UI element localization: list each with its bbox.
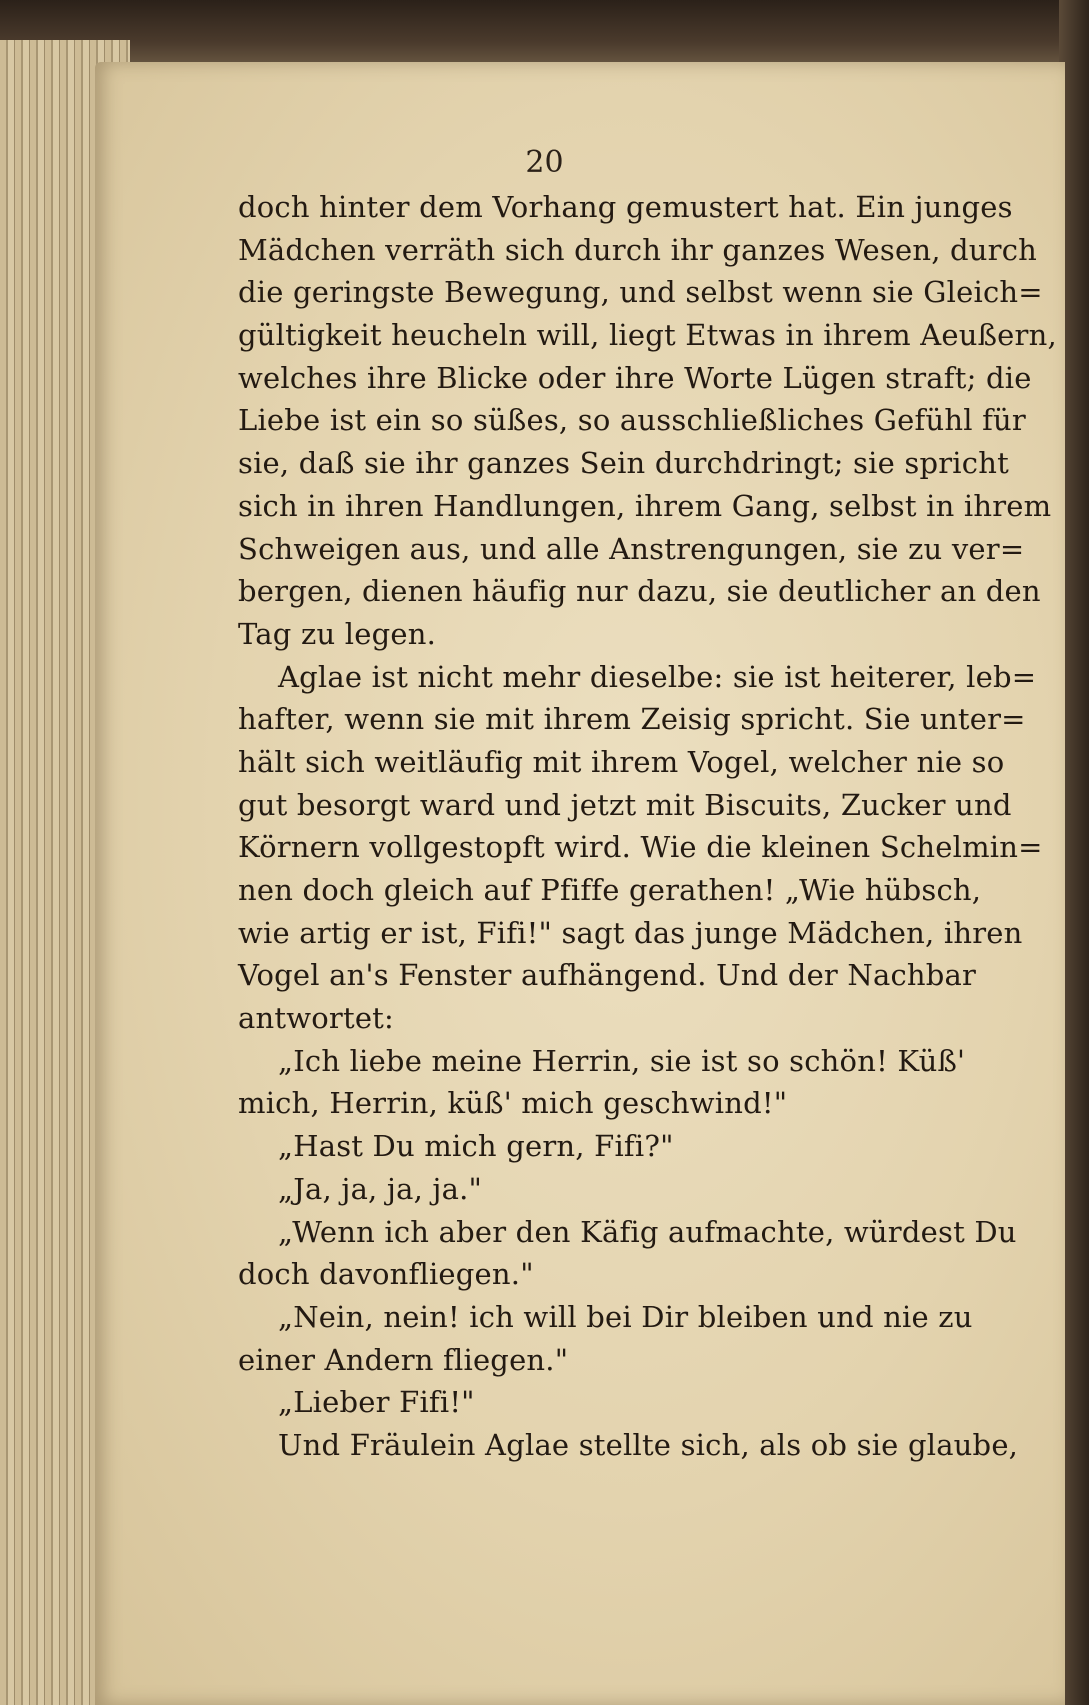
text-line: „Ich liebe meine Herrin, sie ist so schön! Küß' bbox=[278, 1043, 966, 1078]
text-line: Tag zu legen. bbox=[238, 616, 436, 651]
text-line: Körnern vollgestopft wird. Wie die kleinen Schelmin= bbox=[238, 830, 1043, 865]
text-line: gut besorgt ward und jetzt mit Biscuits, Zucker und bbox=[238, 787, 1012, 822]
text-line: Aglae ist nicht mehr dieselbe: sie ist heiterer, leb= bbox=[278, 659, 1037, 694]
text-line: „Hast Du mich gern, Fifi?" bbox=[278, 1129, 674, 1164]
text-line: doch hinter dem Vorhang gemustert hat. Ein junges bbox=[238, 190, 1013, 224]
text-line: einer Andern fliegen." bbox=[238, 1342, 569, 1377]
text-line: mich, Herrin, küß' mich geschwind!" bbox=[238, 1086, 788, 1121]
text-line: hafter, wenn sie mit ihrem Zeisig spricht. Sie unter= bbox=[238, 702, 1026, 737]
book-cover-edge bbox=[0, 0, 1089, 70]
text-line: welches ihre Blicke oder ihre Worte Lügen straft; die bbox=[238, 360, 1032, 395]
text-line: Vogel an's Fenster aufhängend. Und der Nachbar bbox=[238, 958, 977, 993]
page-text bbox=[238, 186, 1057, 1467]
text-line: bergen, dienen häufig nur dazu, sie deutlicher an den bbox=[238, 574, 1041, 609]
text-line: gültigkeit heucheln will, liegt Etwas in ihrem Aeußern, bbox=[238, 318, 1057, 353]
text-line: hält sich weitläufig mit ihrem Vogel, welcher nie so bbox=[238, 744, 1005, 779]
text-line: Mädchen verräth sich durch ihr ganzes Wesen, durch bbox=[238, 232, 1038, 267]
text-line: doch davonfliegen." bbox=[238, 1257, 534, 1292]
text-line: die geringste Bewegung, und selbst wenn sie Gleich= bbox=[238, 275, 1043, 310]
text-line: „Ja, ja, ja, ja." bbox=[278, 1171, 483, 1206]
text-line: sie, daß sie ihr ganzes Sein durchdringt; sie spricht bbox=[238, 446, 1009, 481]
text-line: „Nein, nein! ich will bei Dir bleiben und nie zu bbox=[278, 1299, 973, 1334]
text-line: antwortet: bbox=[238, 1001, 395, 1036]
text-line: Und Fräulein Aglae stellte sich, als ob sie glaube, bbox=[278, 1427, 1019, 1462]
text-line: Liebe ist ein so süßes, so ausschließliches Gefühl für bbox=[238, 403, 1026, 438]
text-line: wie artig er ist, Fifi!" sagt das junge Mädchen, ihren bbox=[238, 915, 1023, 950]
text-line: „Wenn ich aber den Käfig aufmachte, würdest Du bbox=[278, 1214, 1017, 1249]
text-line: nen doch gleich auf Pfiffe gerathen! „Wie hübsch, bbox=[238, 873, 982, 907]
text-line: Schweigen aus, und alle Anstrengungen, sie zu ver= bbox=[238, 531, 1025, 566]
page-number: 20 bbox=[525, 145, 564, 180]
text-line: sich in ihren Handlungen, ihrem Gang, selbst in ihrem bbox=[238, 488, 1052, 523]
text-line: „Lieber Fifi!" bbox=[278, 1385, 475, 1420]
